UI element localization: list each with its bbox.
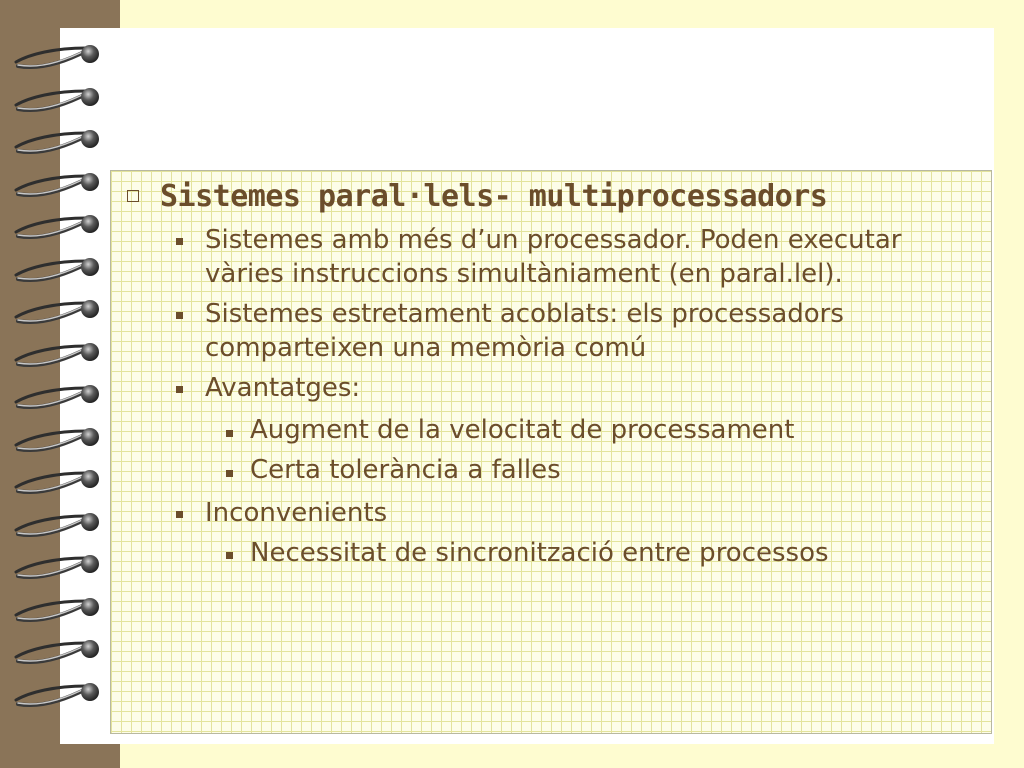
bullet-text: Sistemes estretament acoblats: els processadors <box>205 299 844 329</box>
sub-bullet-text: Augment de la velocitat de processament <box>250 415 795 445</box>
square-bullet-icon <box>226 470 233 477</box>
square-bullet-icon <box>176 312 183 319</box>
sub-bullet-text: Necessitat de sincronització entre processos <box>250 538 829 568</box>
square-bullet-icon <box>176 511 183 518</box>
bullet-text: Sistemes amb més d’un processador. Poden executar <box>205 225 902 255</box>
bullet-text: comparteixen una memòria comú <box>205 333 647 363</box>
square-bullet-icon <box>176 238 183 245</box>
sub-bullet-text: Certa tolerància a falles <box>250 455 561 485</box>
square-bullet-icon <box>226 552 233 559</box>
square-bullet-icon <box>226 430 233 437</box>
bullet-text: Inconvenients <box>205 498 388 528</box>
bullet-text: Avantatges: <box>205 373 361 403</box>
square-bullet-icon <box>176 386 183 393</box>
slide-title: Sistemes paral·lels- multiprocessadors <box>160 179 828 214</box>
hollow-square-bullet-icon <box>127 190 139 202</box>
bullet-text: vàries instruccions simultàniament (en paral.lel). <box>205 259 843 289</box>
